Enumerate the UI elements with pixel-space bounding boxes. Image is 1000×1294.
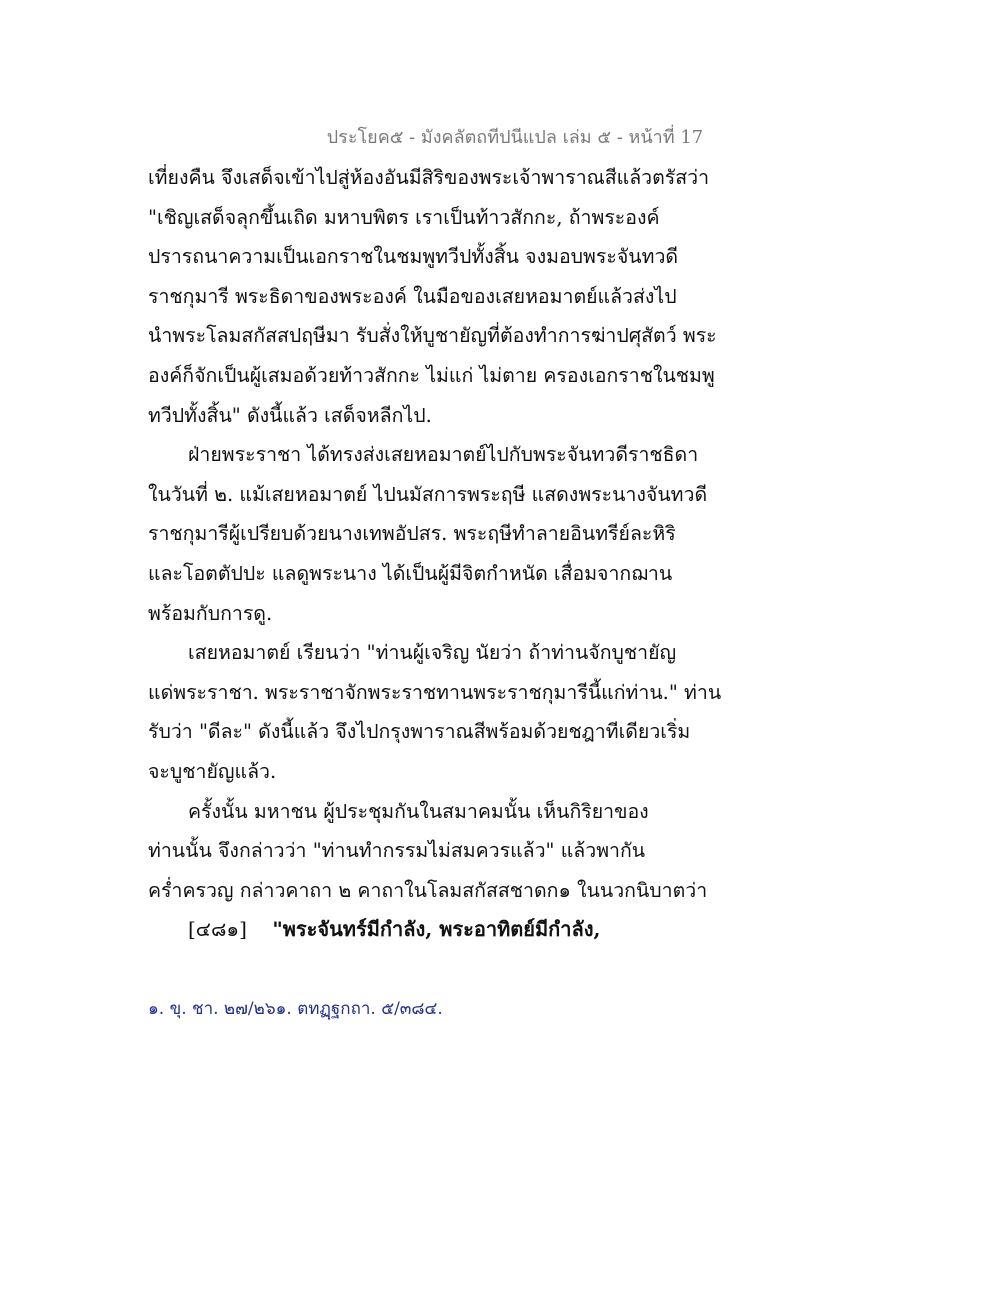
text-line: รับว่า "ดีละ" ดังนี้แล้ว จึงไปกรุงพาราณสีพร้อมด้วยชฎาทีเดียวเริ่ม bbox=[148, 720, 691, 744]
paragraph-start-line: ครั้งนั้น มหาชน ผู้ประชุมกันในสมาคมนั้น เห็นกิริยาของ bbox=[188, 799, 649, 823]
verse-number: [๔๘๑] bbox=[188, 917, 247, 942]
text-line: "เชิญเสด็จลุกขึ้นเถิด มหาบพิตร เราเป็นท้าวสักกะ, ถ้าพระองค์ bbox=[148, 205, 660, 229]
verse-line bbox=[148, 910, 868, 950]
text-line: จะบูชายัญแล้ว. bbox=[148, 759, 277, 783]
text-line: ราชกุมารีผู้เปรียบด้วยนางเทพอัปสร. พระฤษีทำลายอินทรีย์ละหิริ bbox=[148, 522, 676, 546]
text-line: ท่านนั้น จึงกล่าวว่า "ท่านทำกรรมไม่สมควรแล้ว" แล้วพากัน bbox=[148, 839, 646, 863]
paragraph-start-line: เสยหอมาตย์ เรียนว่า "ท่านผู้เจริญ นัยว่า ถ้าท่านจักบูชายัญ bbox=[188, 641, 677, 665]
text-line: แด่พระราชา. พระราชาจักพระราชทานพระราชกุมารีนี้แก่ท่าน." ท่าน bbox=[148, 680, 722, 704]
verse-text: "พระจันทร์มีกำลัง, พระอาทิตย์มีกำลัง, bbox=[272, 917, 601, 942]
text-line: ทวีปทั้งสิ้น" ดังนี้แล้ว เสด็จหลีกไป. bbox=[148, 403, 432, 427]
page-header: ประโยค๕ - มังคลัตถทีปนีแปล เล่ม ๕ - หน้าที่ 17 bbox=[326, 127, 704, 148]
text-line: ปรารถนาความเป็นเอกราชในชมพูทวีปทั้งสิ้น จงมอบพระจันทวดี bbox=[148, 245, 679, 269]
text-line: เที่ยงคืน จึงเสด็จเข้าไปสู่ห้องอันมีสิริของพระเจ้าพาราณสีแล้วตรัสว่า bbox=[148, 166, 710, 189]
text-line: คร่ำครวญ กล่าวคาถา ๒ คาถาในโลมสกัสสชาดก๑ ในนวกนิบาตว่า bbox=[148, 878, 708, 902]
footnote: ๑. ขุ. ชา. ๒๗/๒๖๑. ตทฏฺฐกถา. ๕/๓๘๔. bbox=[148, 999, 443, 1019]
body-text bbox=[148, 158, 868, 950]
text-line: ในวันที่ ๒. แม้เสยหอมาตย์ ไปนมัสการพระฤษี แสดงพระนางจันทวดี bbox=[148, 482, 708, 506]
text-line: พร้อมกับการดู. bbox=[148, 601, 273, 625]
text-line: ราชกุมารี พระธิดาของพระองค์ ในมือของเสยหอมาตย์แล้วส่งไป bbox=[148, 284, 677, 308]
text-line: นำพระโลมสกัสสปฤษีมา รับสั่งให้บูชายัญที่ต้องทำการฆ่าปศุสัตว์ พระ bbox=[148, 324, 717, 348]
paragraph-start-line: ฝ่ายพระราชา ได้ทรงส่งเสยหอมาตย์ไปกับพระจันทวดีราชธิดา bbox=[188, 443, 699, 467]
text-line: องค์ก็จักเป็นผู้เสมอด้วยท้าวสักกะ ไม่แก่ ไม่ตาย ครองเอกราชในชมพู bbox=[148, 363, 715, 387]
text-line: และโอตตัปปะ แลดูพระนาง ได้เป็นผู้มีจิตกำหนัด เสื่อมจากฌาน bbox=[148, 561, 673, 585]
